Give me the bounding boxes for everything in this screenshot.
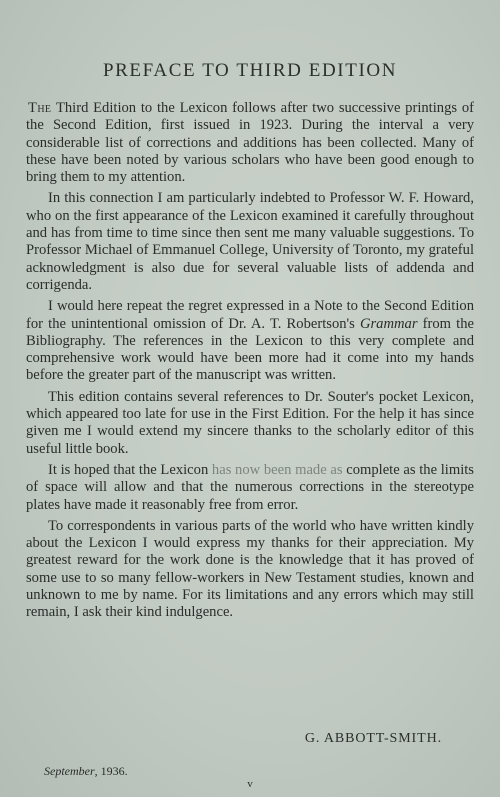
paragraph-6: To correspondents in various parts of the world who have written kindly about the Lexicon I would express my thanks for their appreciation. My greatest reward for the work done is the knowledge that it has proved of some use to so many fellow-workers in New Testament studies, known and unknown to me by name. For its limitations and any errors which may still remain, I ask their kind indulgence.	[26, 517, 474, 621]
paragraph-3	[26, 298, 474, 384]
paragraph-4: This edition contains several references to Dr. Souter's pocket Lexicon, which appeared too late for use in the First Edition. For the help it has since given me I would extend my sincere thanks to the scholarly editor of this useful little book.	[26, 388, 474, 457]
page-number: v	[247, 778, 253, 790]
paragraph-5-b: has now been made as	[211, 461, 343, 478]
paragraph-3-italic: Grammar	[359, 315, 418, 332]
paragraph-3-after: from the Bibliography. The references in the Lexicon to this very complete and comprehensive work would have been more had it come into my hands before the greater part of the manuscript was written.	[26, 315, 474, 384]
paragraph-3-before: I would here repeat the regret expressed in a Note to the Second Edition for the unintentional omission of Dr. A. T. Robertson's	[26, 298, 474, 332]
date-year: , 1936.	[94, 764, 128, 778]
preface-body	[26, 100, 474, 626]
paragraph-1	[26, 100, 474, 186]
paragraph-1-text: Third Edition to the Lexicon follows after two successive printings of the Second Edition, first issued in 1923. During the interval a very considerable list of corrections and additions has been collected. Many of these have been noted by various scholars who have been good enough to bring them to my attention.	[26, 100, 474, 186]
paragraph-5-a: It is hoped that the Lexicon	[48, 461, 212, 478]
preface-date	[44, 764, 128, 779]
paragraph-2: In this connection I am particularly indebted to Professor W. F. Howard, who on the first appearance of the Lexicon examined it carefully throughout and has from time to time since then sent me many valuable suggestions. To Professor Michael of Emmanuel College, University of Toronto, my grateful acknowledgment is also due for several valuable lists of addenda and corrigenda.	[26, 190, 474, 293]
author-signature: G. ABBOTT-SMITH.	[304, 731, 442, 746]
paragraph-5	[26, 462, 474, 514]
date-month: September	[44, 764, 95, 778]
paragraph-1-lead: The	[28, 100, 52, 116]
page-title: PREFACE TO THIRD EDITION	[102, 60, 398, 81]
paragraph-5-c: complete as the limits of space will allow and that the numerous corrections in the stereotype plates have made it reasonably free from error.	[26, 461, 474, 513]
